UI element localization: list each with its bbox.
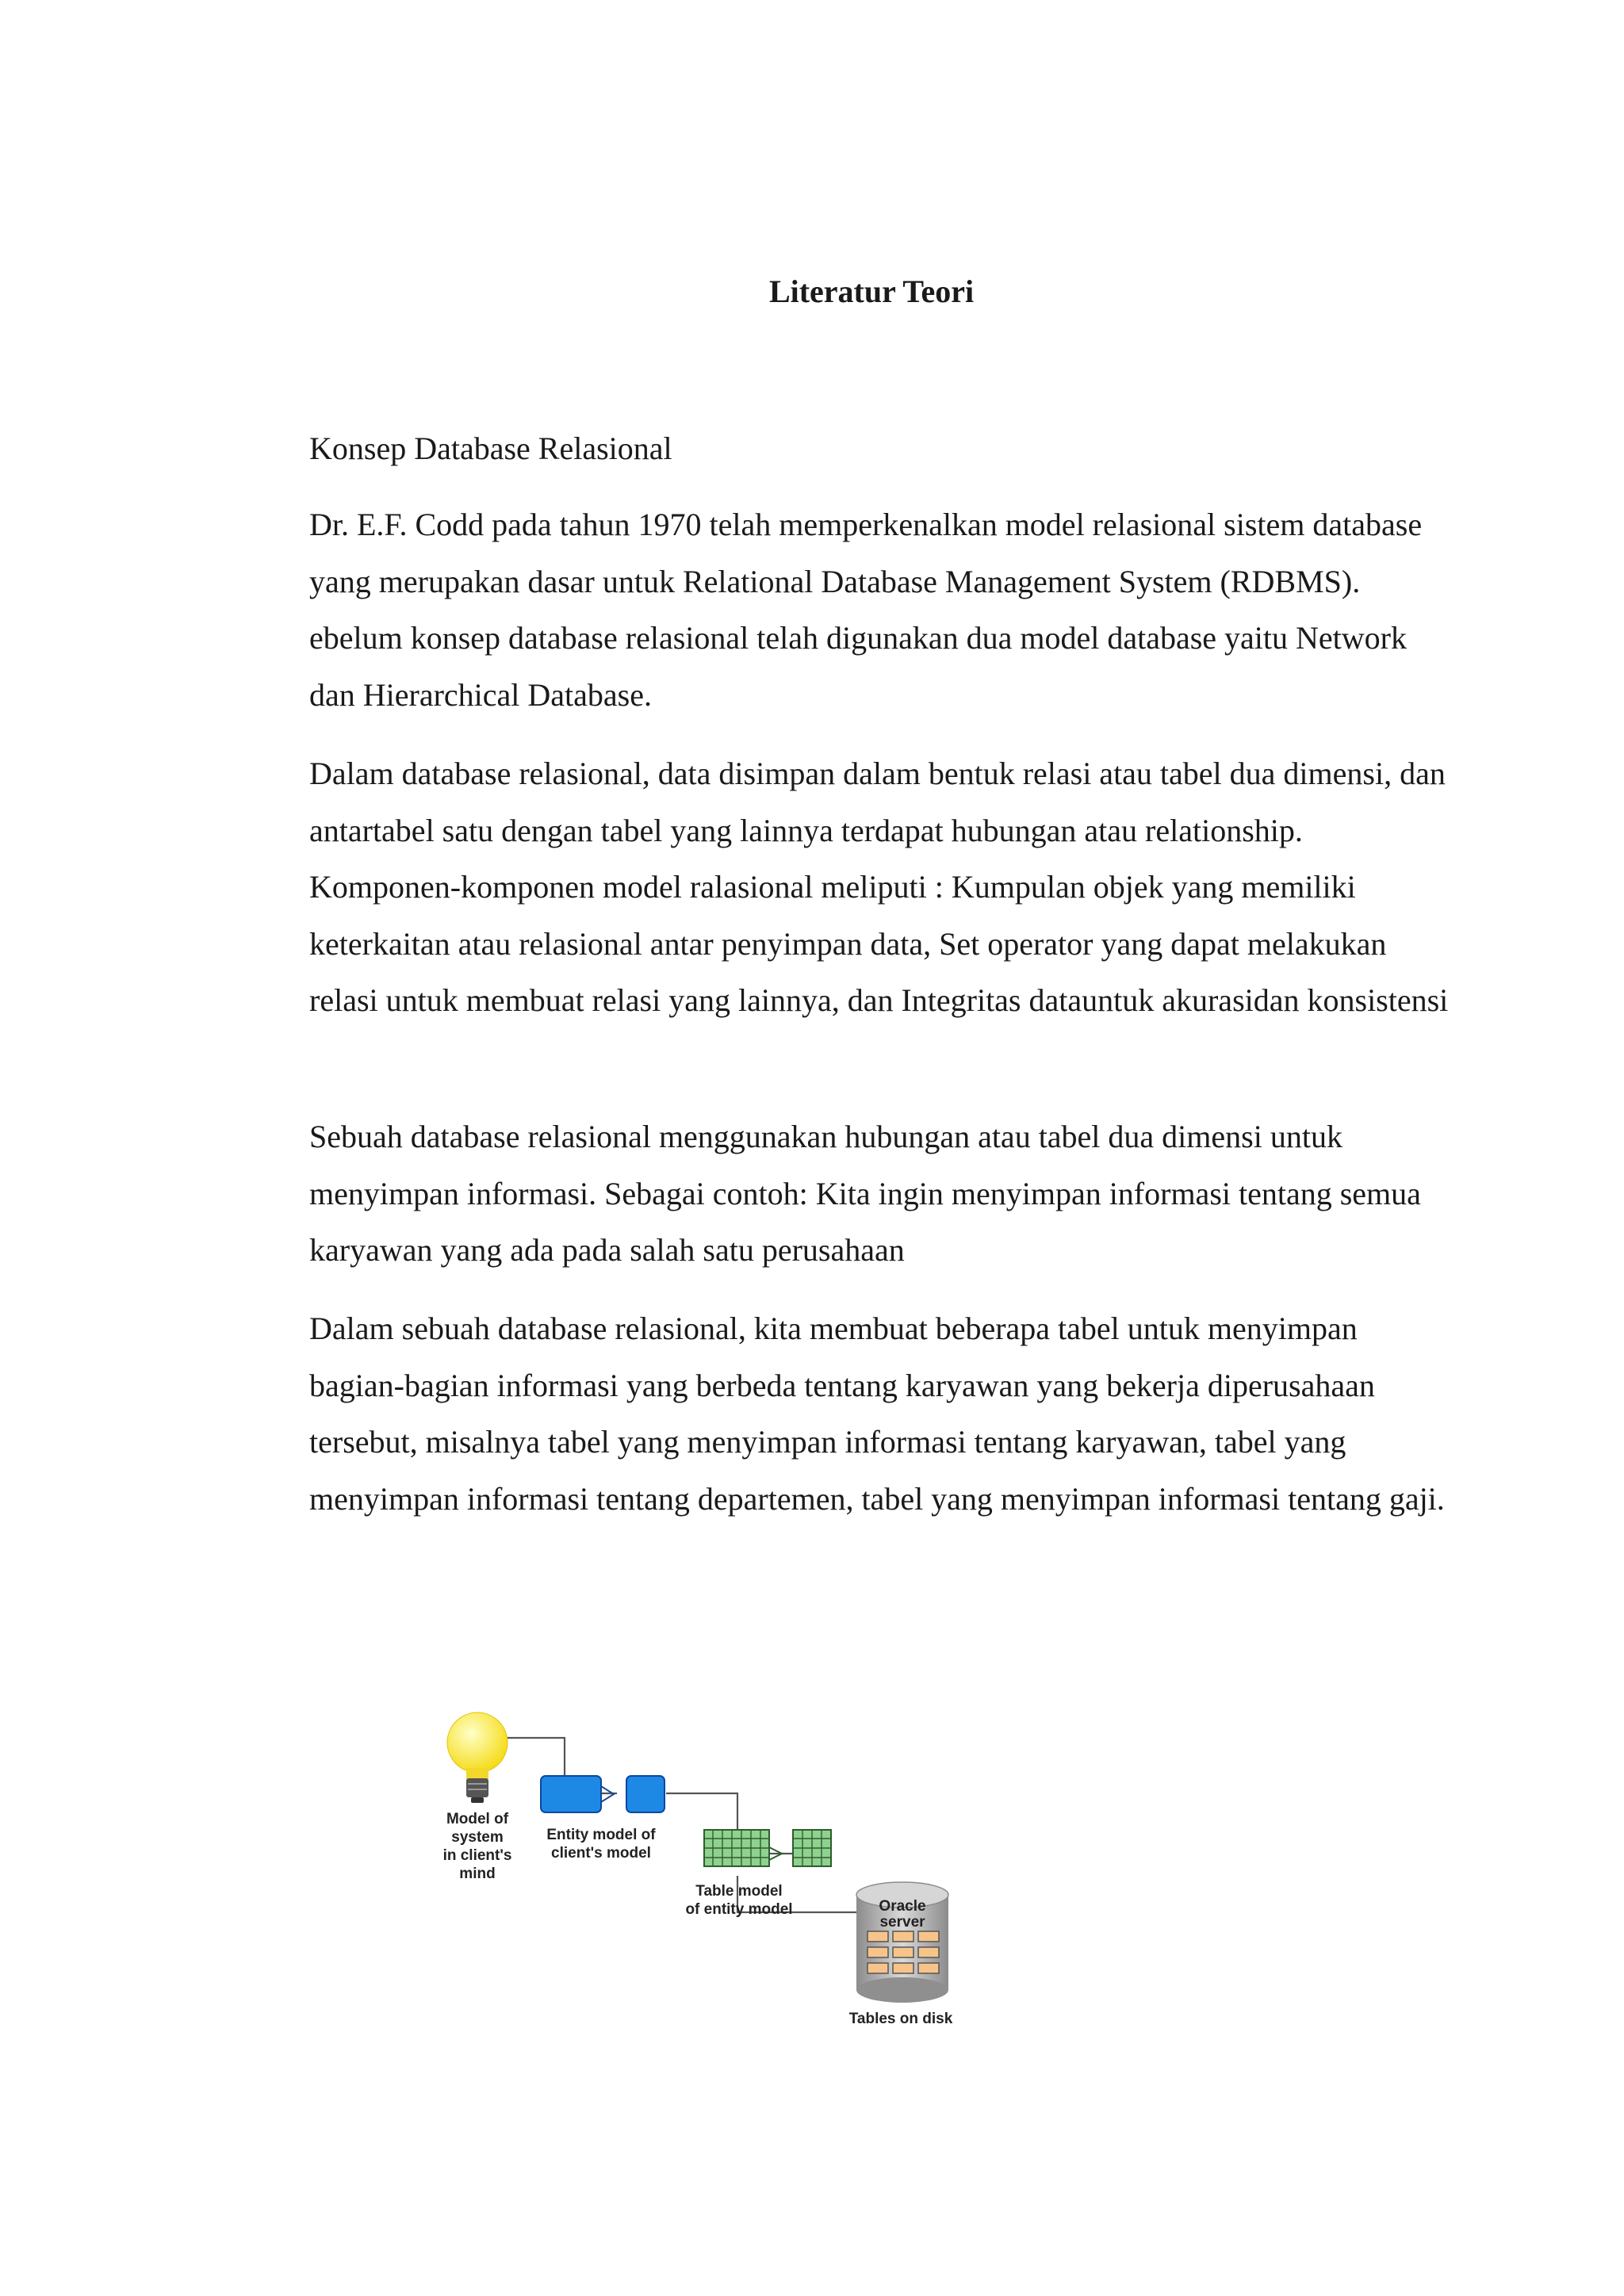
lightbulb-icon <box>447 1712 508 1803</box>
label-mind-2: system <box>451 1829 504 1846</box>
label-entity-2: client's model <box>551 1845 651 1862</box>
page-title: Literatur Teori <box>768 274 975 309</box>
label-mind-4: mind <box>459 1866 496 1882</box>
paragraph: Dalam database relasional, data disimpan dalam bentuk relasi atau tabel dua dimensi, dan antartabel satu dengan tabel yang lainnya terdapat hubungan atau relationship. Komponen-komponen model ralasional meliputi : Kumpulan objek yang memiliki keterkaitan atau relasional antar penyimpan data, Set operator yang dapat melakukan relasi untuk membuat relasi yang lainnya, dan Integritas datauntuk akurasidan konsistensi <box>309 756 1449 1018</box>
label-entity-1: Entity model of <box>546 1827 656 1843</box>
paragraph: Dr. E.F. Codd pada tahun 1970 telah memperkenalkan model relasional sistem database yang merupakan dasar untuk Relational Database Management System (RDBMS). ebelum konsep database relasional telah digunakan dua model database yaitu Network dan Hierarchical Database. <box>309 507 1423 713</box>
label-mind-1: Model of <box>446 1811 509 1827</box>
section-heading: Konsep Database Relasional <box>309 430 672 466</box>
label-table-1: Table model <box>695 1883 783 1900</box>
label-mind-3: in client's <box>442 1847 512 1864</box>
label-server-2: server <box>879 1914 925 1931</box>
label-disk: Tables on disk <box>848 2011 953 2027</box>
paragraph: Sebuah database relasional menggunakan hubungan atau tabel dua dimensi untuk menyimpan informasi. Sebagai contoh: Kita ingin menyimpan informasi tentang semua karyawan yang ada pada salah satu perusahaan <box>309 1119 1421 1268</box>
label-table-2: of entity model <box>685 1901 793 1918</box>
paragraph: Dalam sebuah database relasional, kita membuat beberapa tabel untuk menyimpan bagian-bagian informasi yang berbeda tentang karyawan yang bekerja diperusahaan tersebut, misalnya tabel yang menyimpan informasi tentang karyawan, tabel yang menyimpan informasi tentang departemen, tabel yang menyimpan informasi tentang gaji. <box>309 1311 1445 1517</box>
label-server-1: Oracle <box>879 1898 926 1915</box>
relational-model-diagram <box>420 1697 975 2045</box>
table-model-icon <box>704 1830 831 1866</box>
connector-lines <box>484 1738 856 1912</box>
